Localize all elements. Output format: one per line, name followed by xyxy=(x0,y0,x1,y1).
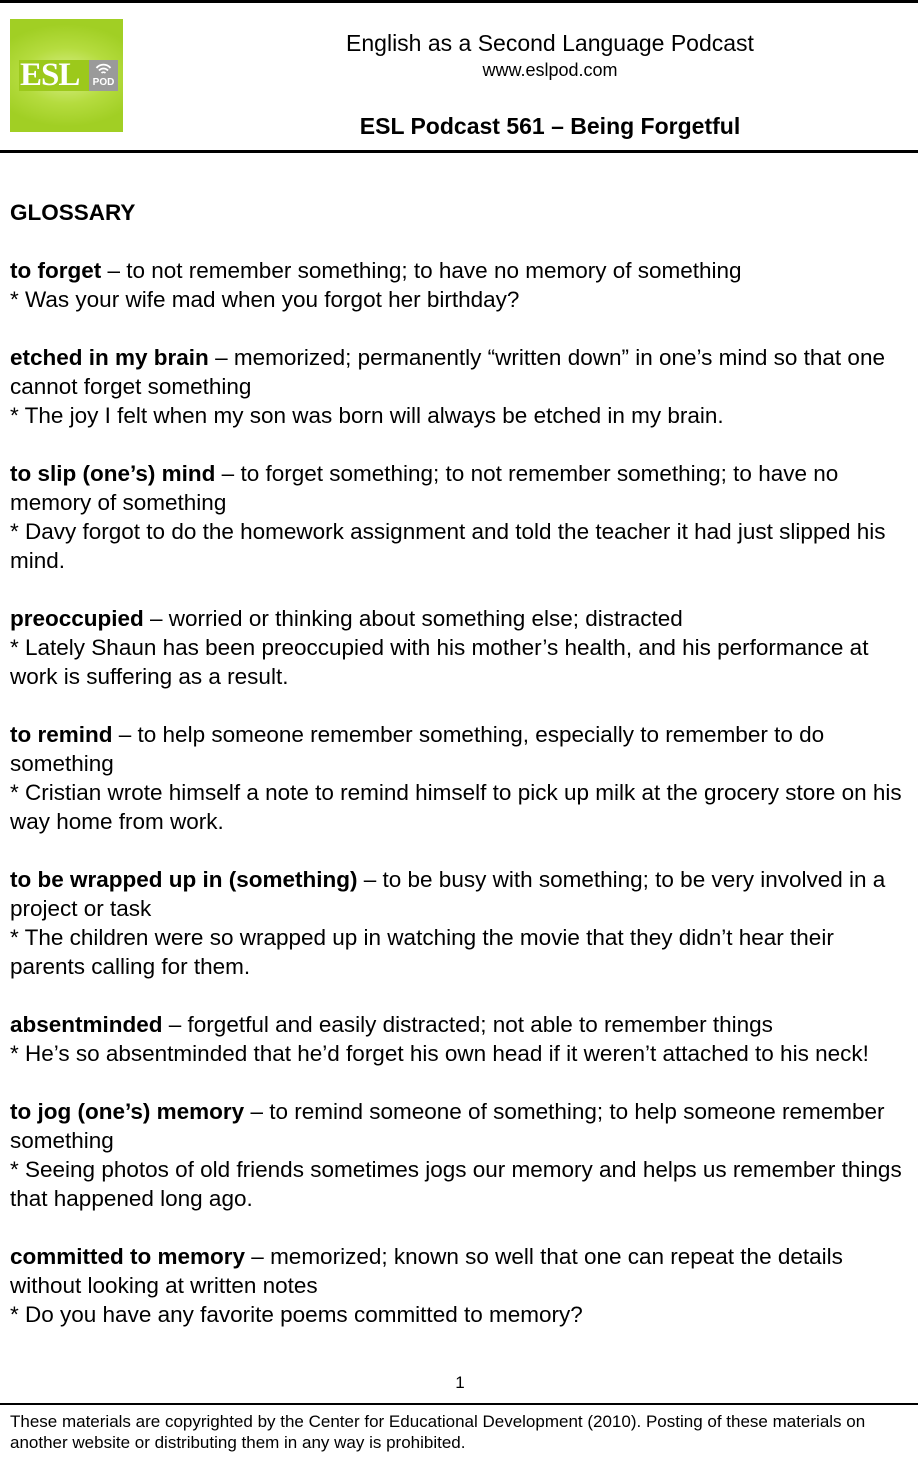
copyright-notice: These materials are copyrighted by the Center for Educational Development (2010). Posting of these materials on another website or distributing them in any way is prohibited. xyxy=(10,1412,866,1452)
header-url[interactable]: www.eslpod.com xyxy=(482,60,618,80)
glossary-entry xyxy=(10,1242,910,1329)
entry-definition-line xyxy=(10,343,910,401)
entry-definition: – memorized; permanently “written down” in one’s mind so that one cannot forget something xyxy=(10,345,885,399)
entry-example: * He’s so absentminded that he’d forget his own head if it weren’t attached to his neck! xyxy=(10,1041,869,1066)
entry-definition: – to not remember something; to have no memory of something xyxy=(101,258,742,283)
glossary-entry xyxy=(10,459,910,575)
entry-definition: – memorized; known so well that one can repeat the details without looking at written notes xyxy=(10,1244,843,1298)
entry-term: absentminded xyxy=(10,1012,163,1037)
entry-term: to jog (one’s) memory xyxy=(10,1099,245,1124)
entry-definition: – to remind someone of something; to help someone remember something xyxy=(10,1099,885,1153)
entry-example: * The children were so wrapped up in watching the movie that they didn’t hear their parents calling for them. xyxy=(10,925,834,979)
entry-definition-line xyxy=(10,1097,910,1155)
entry-term: etched in my brain xyxy=(10,345,209,370)
entry-term: to be wrapped up in (something) xyxy=(10,867,358,892)
entry-example: * Do you have any favorite poems committed to memory? xyxy=(10,1302,583,1327)
entry-definition-line xyxy=(10,604,910,633)
glossary-entry xyxy=(10,720,910,836)
header-rule xyxy=(0,150,918,153)
page-number: 1 xyxy=(455,1373,465,1392)
glossary-entry xyxy=(10,1097,910,1213)
entry-term: to slip (one’s) mind xyxy=(10,461,216,486)
entry-term: preoccupied xyxy=(10,606,144,631)
entry-example: * Davy forgot to do the homework assignment and told the teacher it had just slipped his mind. xyxy=(10,519,886,573)
glossary-entry xyxy=(10,865,910,981)
entry-term: committed to memory xyxy=(10,1244,246,1269)
glossary-section xyxy=(10,198,910,1329)
logo-esl-text: ESL xyxy=(20,57,80,93)
entry-definition: – to help someone remember something, especially to remember to do something xyxy=(10,722,825,776)
top-rule xyxy=(0,0,918,3)
glossary-entry xyxy=(10,343,910,430)
entry-definition-line xyxy=(10,865,910,923)
entry-definition-line xyxy=(10,459,910,517)
entry-example: * Was your wife mad when you forgot her birthday? xyxy=(10,287,520,312)
entry-term: to remind xyxy=(10,722,113,747)
entry-definition: – to forget something; to not remember something; to have no memory of something xyxy=(10,461,839,515)
episode-title: ESL Podcast 561 – Being Forgetful xyxy=(359,113,741,139)
logo-pod-text: POD xyxy=(92,77,115,88)
glossary-entry xyxy=(10,256,910,314)
entry-definition: – worried or thinking about something else; distracted xyxy=(143,606,683,631)
entry-definition-line xyxy=(10,1242,910,1300)
glossary-heading: GLOSSARY xyxy=(10,200,136,225)
entry-term: to forget xyxy=(10,258,102,283)
broadcast-icon xyxy=(95,62,112,76)
entry-example: * Seeing photos of old friends sometimes jogs our memory and helps us remember things that happened long ago. xyxy=(10,1157,902,1211)
entry-example: * Cristian wrote himself a note to remind himself to pick up milk at the grocery store on his way home from work. xyxy=(10,780,902,834)
entry-example: * The joy I felt when my son was born will always be etched in my brain. xyxy=(10,403,724,428)
entry-example: * Lately Shaun has been preoccupied with his mother’s health, and his performance at work is suffering as a result. xyxy=(10,635,869,689)
glossary-entry xyxy=(10,604,910,691)
header-title: English as a Second Language Podcast xyxy=(346,30,754,56)
entry-definition-line xyxy=(10,1010,910,1039)
entry-definition-line xyxy=(10,256,910,285)
footer-rule xyxy=(0,1403,918,1405)
logo-pod-badge xyxy=(89,60,118,91)
entry-definition: – to be busy with something; to be very involved in a project or task xyxy=(10,867,886,921)
glossary-entry xyxy=(10,1010,910,1068)
entry-definition-line xyxy=(10,720,910,778)
entry-definition: – forgetful and easily distracted; not able to remember things xyxy=(162,1012,773,1037)
eslpod-logo xyxy=(10,19,123,132)
